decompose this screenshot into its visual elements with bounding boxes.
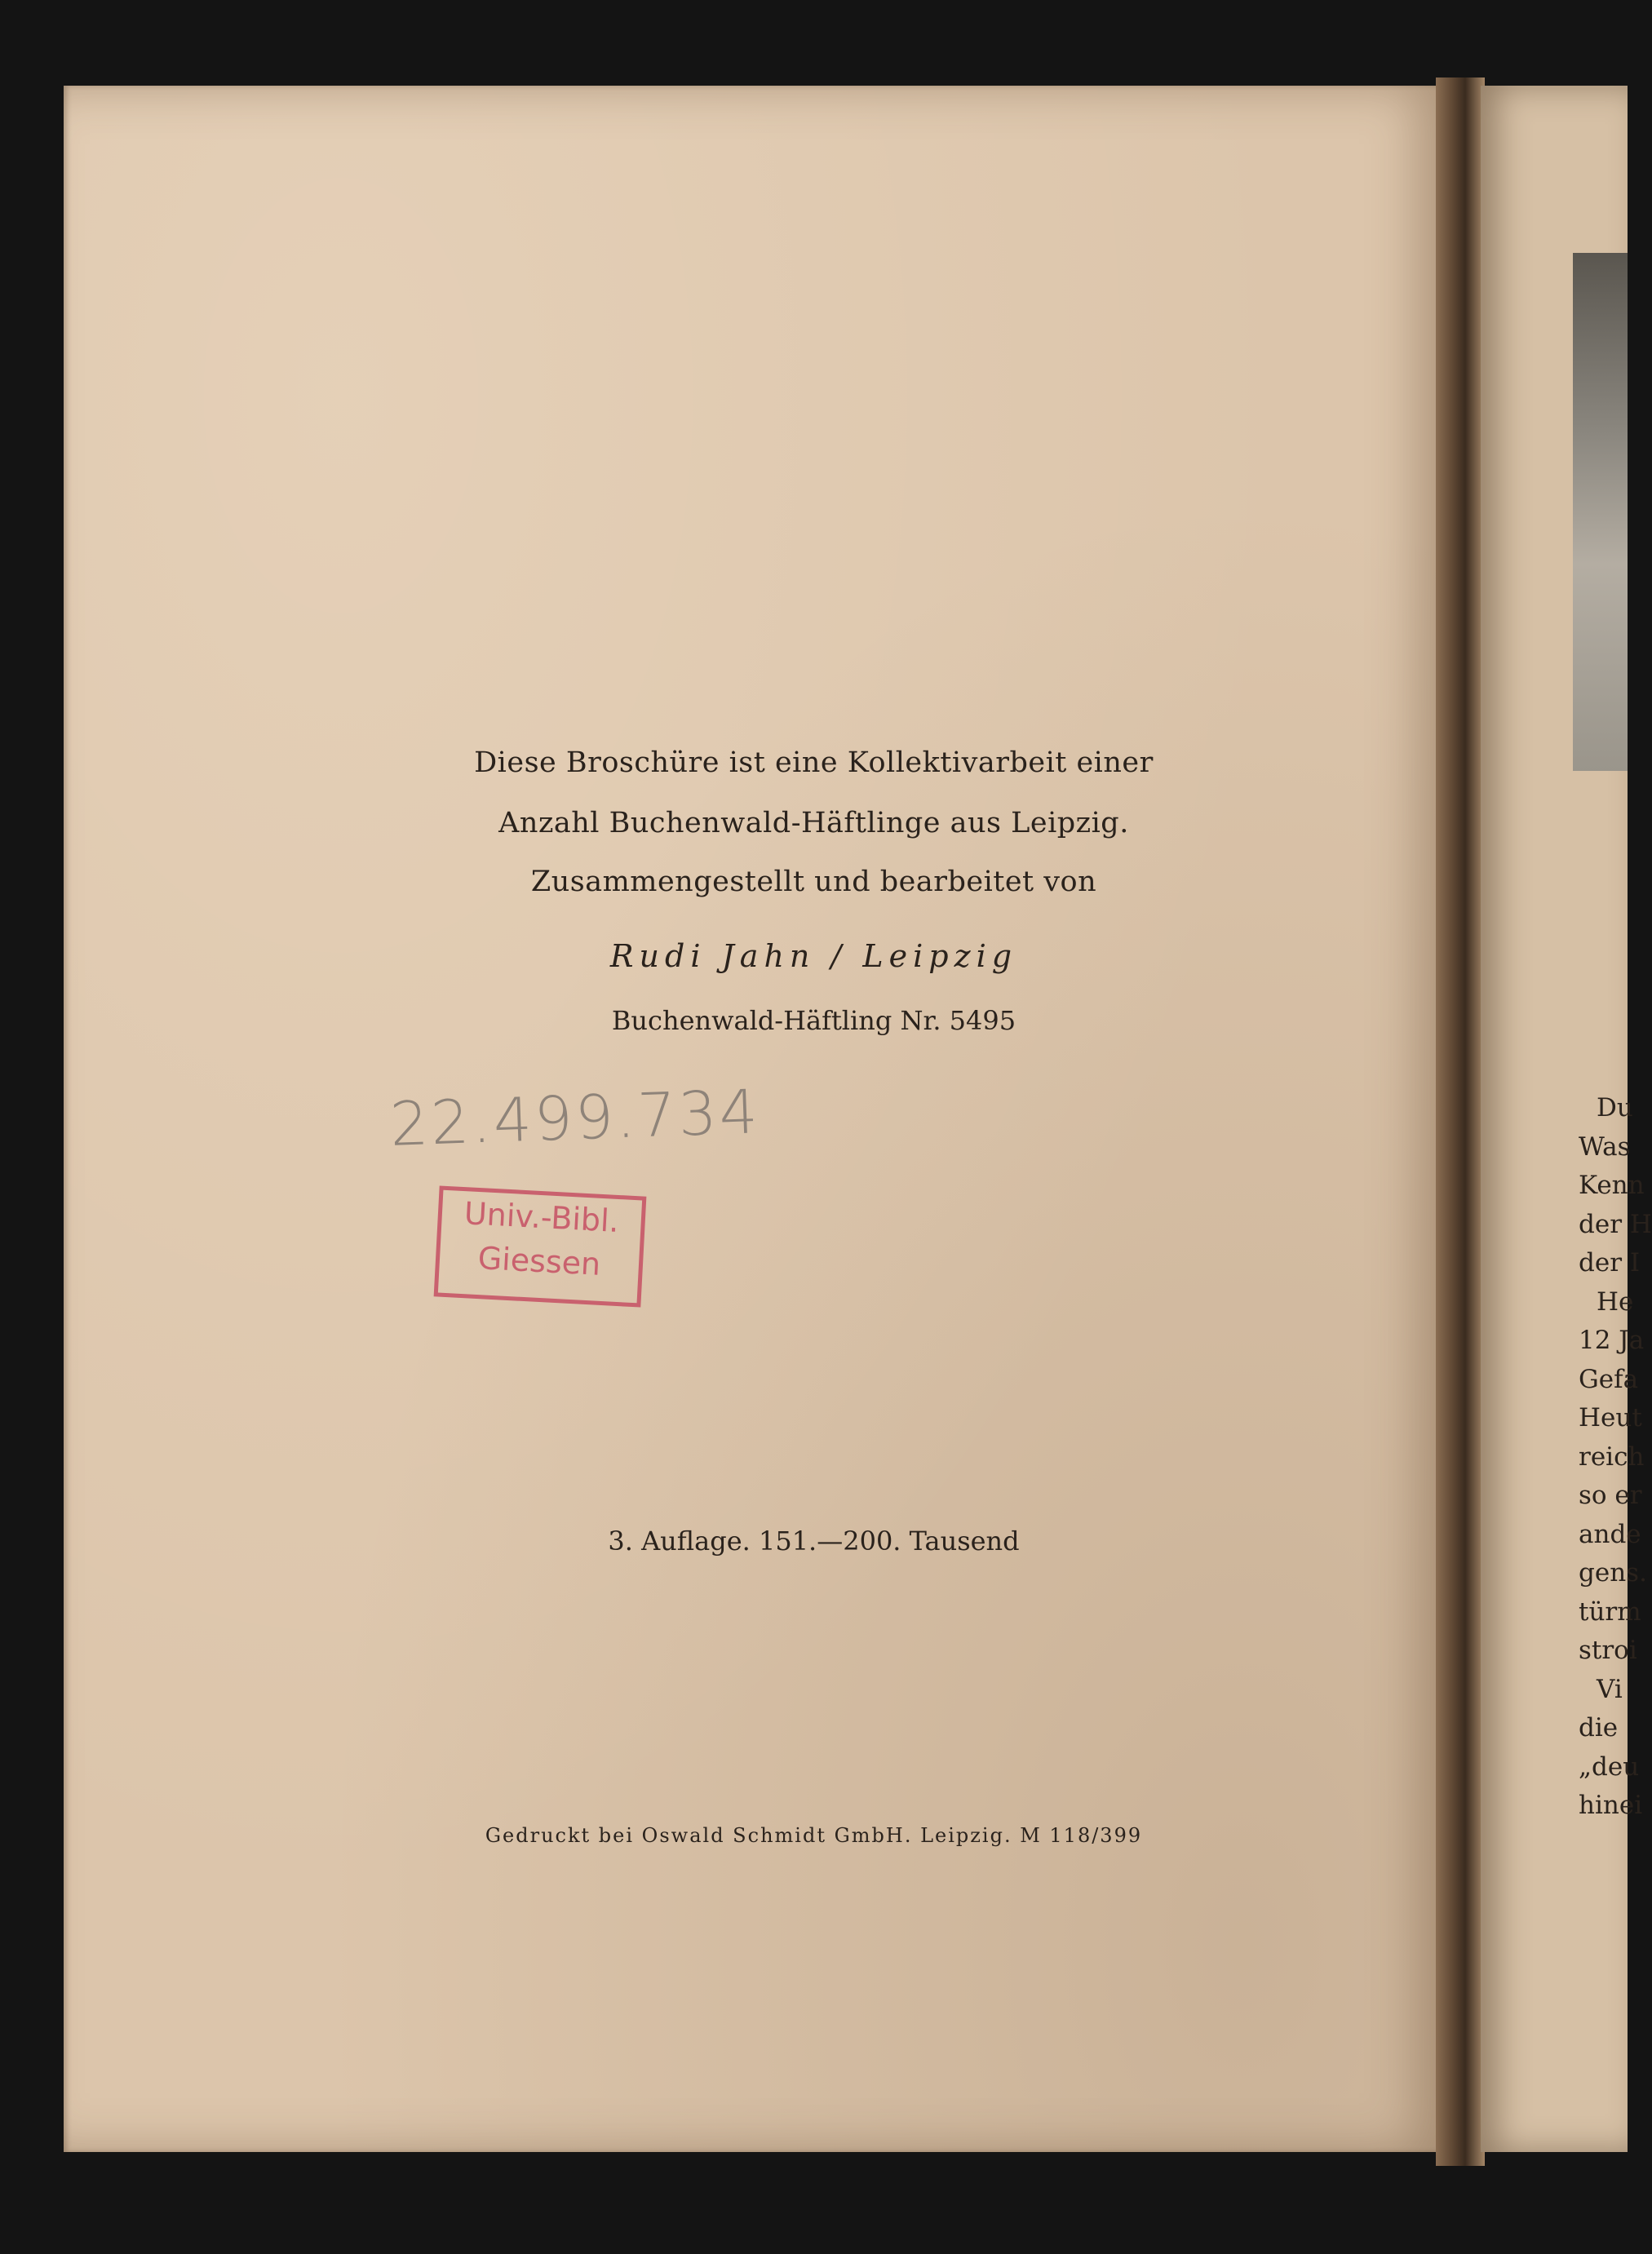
edition-line: 3. Auflage. 151.—200. Tausend <box>608 1526 1020 1557</box>
stamp-line-1: Univ.-Bibl. <box>463 1195 620 1239</box>
right-text-line: der H <box>1579 1209 1652 1239</box>
right-text-line: die <box>1579 1713 1619 1743</box>
stamp-line-2: Giessen <box>476 1240 602 1282</box>
right-text-line: Gefa <box>1579 1364 1639 1394</box>
book-gutter <box>1436 77 1485 2166</box>
right-text-line: Heut <box>1579 1403 1642 1433</box>
right-text-line: Vi <box>1597 1674 1623 1704</box>
right-text-line: ande <box>1579 1519 1641 1549</box>
right-text-line: Was <box>1579 1131 1631 1162</box>
right-text-line: Du <box>1597 1093 1633 1123</box>
intro-line-2: Anzahl Buchenwald-Häftlinge aus Leipzig. <box>498 807 1129 839</box>
right-page-photo <box>1573 253 1628 771</box>
author-name: Rudi Jahn / Leipzig <box>609 938 1018 974</box>
intro-line-1: Diese Broschüre ist eine Kollektivarbeit einer <box>474 746 1154 779</box>
right-text-line: „deu <box>1579 1751 1640 1782</box>
right-text-line: stroi <box>1579 1636 1637 1665</box>
right-text-line: türm <box>1579 1596 1641 1627</box>
shelfmark-pencil-note: 22.499.734 <box>388 1077 762 1160</box>
right-text-line: der I <box>1579 1248 1641 1278</box>
right-text-line: gens. <box>1579 1558 1647 1588</box>
right-text-line: hinei <box>1579 1791 1643 1820</box>
library-stamp <box>434 1185 647 1307</box>
right-text-line: 12 Ja <box>1579 1326 1645 1355</box>
right-text-line: reich <box>1579 1441 1645 1472</box>
right-text-line: He <box>1597 1286 1634 1317</box>
right-text-line: Kenn <box>1579 1171 1645 1200</box>
intro-line-3: Zusammengestellt und bearbeitet von <box>530 866 1097 898</box>
prisoner-number: Buchenwald-Häftling Nr. 5495 <box>611 1005 1016 1036</box>
right-text-line: so er <box>1579 1481 1642 1510</box>
right-page-text-column <box>1579 1093 1652 1830</box>
printer-imprint: Gedruckt bei Oswald Schmidt GmbH. Leipzig. M 118/399 <box>485 1824 1143 1847</box>
